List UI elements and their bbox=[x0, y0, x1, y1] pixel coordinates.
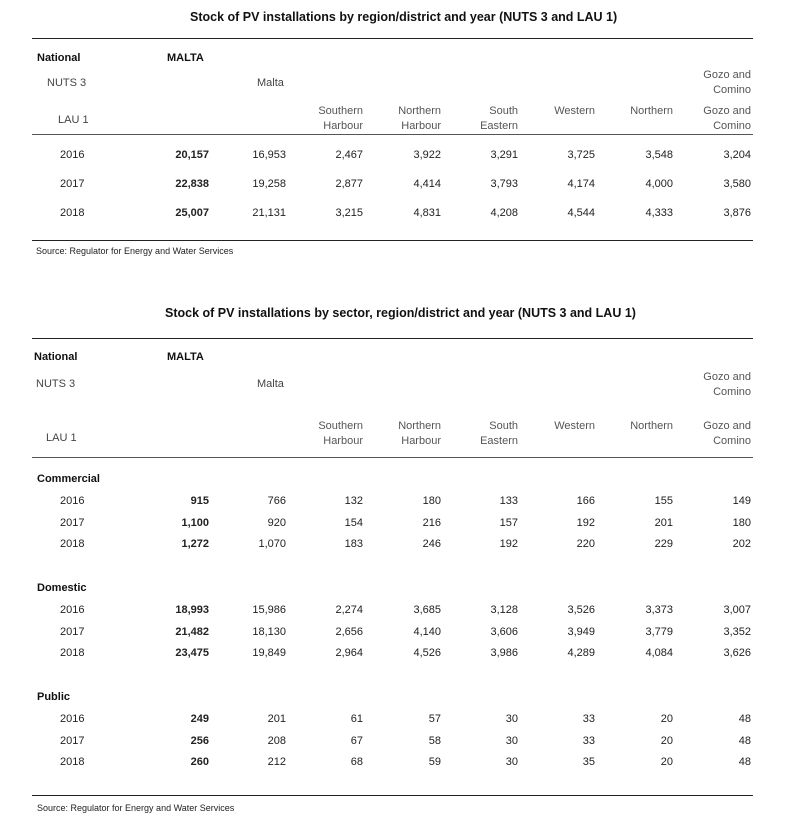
lau1-value-cell: 20 bbox=[660, 756, 673, 768]
sector-label: Public bbox=[37, 691, 71, 703]
lau1-column-header bbox=[554, 104, 595, 119]
t2-source: Source: Regulator for Energy and Water Services bbox=[37, 803, 235, 813]
lau1-value-cell: 4,831 bbox=[413, 207, 441, 219]
lau1-column-header-line: Harbour bbox=[401, 435, 441, 447]
lau1-value-cell: 180 bbox=[422, 495, 441, 507]
malta-total-cell: 260 bbox=[190, 756, 209, 768]
lau1-value-cell: 132 bbox=[344, 495, 363, 507]
lau1-column-header-line: Southern bbox=[318, 105, 363, 117]
lau1-column-header bbox=[703, 104, 751, 134]
sector-label: Domestic bbox=[37, 582, 87, 594]
lau1-column-header-line: Comino bbox=[713, 120, 751, 132]
t2-lau1-label: LAU 1 bbox=[46, 432, 77, 444]
lau1-value-cell: 30 bbox=[505, 734, 518, 747]
lau1-value-cell: 68 bbox=[350, 756, 363, 768]
lau1-column-header-line: Harbour bbox=[401, 120, 441, 132]
lau1-value-cell: 3,204 bbox=[723, 149, 751, 161]
lau1-value-cell: 4,526 bbox=[413, 647, 441, 659]
nuts3-malta-cell: 19,258 bbox=[252, 178, 286, 190]
t2-national-value: MALTA bbox=[167, 351, 204, 363]
lau1-column-header bbox=[703, 419, 751, 449]
lau1-value-cell: 3,876 bbox=[723, 207, 751, 219]
year-label: 2017 bbox=[60, 178, 85, 190]
lau1-value-cell: 133 bbox=[499, 495, 518, 507]
nuts3-malta-cell: 766 bbox=[267, 495, 286, 507]
lau1-value-cell: 202 bbox=[732, 538, 751, 550]
t2-nuts3-malta: Malta bbox=[257, 378, 284, 390]
lau1-value-cell: 3,793 bbox=[490, 178, 518, 190]
table2-bottom-rule bbox=[32, 795, 753, 796]
lau1-value-cell: 3,626 bbox=[723, 647, 751, 659]
lau1-value-cell: 3,986 bbox=[490, 647, 518, 659]
lau1-value-cell: 3,526 bbox=[567, 604, 595, 616]
lau1-value-cell: 59 bbox=[428, 756, 441, 768]
lau1-value-cell: 216 bbox=[422, 516, 441, 529]
lau1-column-header bbox=[554, 419, 595, 434]
lau1-value-cell: 20 bbox=[660, 734, 673, 747]
t2-nuts3-gozo: Gozo and Comino bbox=[703, 371, 751, 398]
lau1-value-cell: 33 bbox=[582, 713, 595, 725]
lau1-column-header-line: Eastern bbox=[480, 120, 518, 132]
t1-source: Source: Regulator for Energy and Water Services bbox=[36, 246, 234, 256]
malta-total-cell: 1,272 bbox=[181, 538, 209, 550]
lau1-column-header-line: Gozo and bbox=[703, 420, 751, 432]
lau1-value-cell: 2,877 bbox=[335, 178, 363, 190]
lau1-value-cell: 48 bbox=[738, 713, 751, 725]
nuts3-malta-cell: 208 bbox=[267, 734, 286, 747]
malta-total-cell: 25,007 bbox=[175, 207, 209, 219]
lau1-column-header-line: Western bbox=[554, 105, 595, 117]
lau1-value-cell: 3,548 bbox=[645, 149, 673, 161]
lau1-value-cell: 4,289 bbox=[567, 647, 595, 659]
year-label: 2018 bbox=[60, 538, 85, 550]
t1-nuts3-label: NUTS 3 bbox=[47, 77, 87, 89]
malta-total-cell: 22,838 bbox=[175, 178, 209, 190]
lau1-value-cell: 2,467 bbox=[335, 149, 363, 161]
lau1-value-cell: 4,174 bbox=[567, 178, 595, 190]
year-label: 2017 bbox=[60, 625, 85, 638]
table1-top-rule bbox=[32, 38, 753, 39]
malta-total-cell: 1,100 bbox=[181, 516, 209, 529]
lau1-column-header-line: Northern bbox=[398, 105, 441, 117]
t1-national-value: MALTA bbox=[167, 52, 204, 64]
malta-total-cell: 249 bbox=[190, 713, 209, 725]
nuts3-malta-cell: 201 bbox=[267, 713, 286, 725]
sector-label: Commercial bbox=[37, 473, 100, 485]
lau1-value-cell: 201 bbox=[654, 516, 673, 529]
lau1-column-header-line: Western bbox=[554, 420, 595, 432]
lau1-column-header-line: Harbour bbox=[323, 120, 363, 132]
lau1-value-cell: 166 bbox=[576, 495, 595, 507]
table1-title: Stock of PV installations by region/district and year (NUTS 3 and LAU 1) bbox=[190, 10, 618, 24]
lau1-value-cell: 155 bbox=[654, 495, 673, 507]
lau1-value-cell: 2,656 bbox=[335, 625, 363, 638]
lau1-value-cell: 229 bbox=[654, 538, 673, 550]
lau1-value-cell: 4,140 bbox=[413, 625, 441, 638]
lau1-value-cell: 3,215 bbox=[335, 207, 363, 219]
t1-nuts3-malta: Malta bbox=[257, 77, 284, 89]
lau1-value-cell: 2,964 bbox=[335, 647, 363, 659]
lau1-value-cell: 180 bbox=[732, 516, 751, 529]
nuts3-malta-cell: 212 bbox=[267, 756, 286, 768]
lau1-column-header-line: South bbox=[489, 420, 518, 432]
lau1-value-cell: 57 bbox=[428, 713, 441, 725]
lau1-value-cell: 149 bbox=[732, 495, 751, 507]
lau1-column-header-line: Eastern bbox=[480, 435, 518, 447]
lau1-value-cell: 20 bbox=[660, 713, 673, 725]
nuts3-malta-cell: 1,070 bbox=[258, 538, 286, 550]
lau1-value-cell: 35 bbox=[582, 756, 595, 768]
t1-national-label: National bbox=[37, 52, 81, 64]
lau1-value-cell: 61 bbox=[350, 713, 363, 725]
lau1-column-header bbox=[318, 104, 363, 134]
lau1-value-cell: 33 bbox=[582, 734, 595, 747]
year-label: 2017 bbox=[60, 516, 85, 529]
lau1-value-cell: 183 bbox=[344, 538, 363, 550]
year-label: 2016 bbox=[60, 495, 85, 507]
lau1-column-header bbox=[480, 419, 518, 449]
lau1-value-cell: 48 bbox=[738, 756, 751, 768]
lau1-value-cell: 220 bbox=[576, 538, 595, 550]
lau1-column-header-line: South bbox=[489, 105, 518, 117]
lau1-value-cell: 4,084 bbox=[645, 647, 673, 659]
lau1-value-cell: 48 bbox=[738, 734, 751, 747]
lau1-column-header-line: Northern bbox=[630, 105, 673, 117]
lau1-column-header-line: Comino bbox=[713, 435, 751, 447]
lau1-value-cell: 4,208 bbox=[490, 207, 518, 219]
table2-title: Stock of PV installations by sector, region/district and year (NUTS 3 and LAU 1) bbox=[165, 306, 636, 320]
lau1-value-cell: 58 bbox=[428, 734, 441, 747]
lau1-value-cell: 3,007 bbox=[723, 604, 751, 616]
lau1-value-cell: 3,606 bbox=[490, 625, 518, 638]
lau1-column-header bbox=[630, 104, 673, 119]
lau1-value-cell: 246 bbox=[422, 538, 441, 550]
lau1-value-cell: 3,725 bbox=[567, 149, 595, 161]
lau1-value-cell: 192 bbox=[499, 538, 518, 550]
table1-header-rule bbox=[32, 134, 753, 135]
table1-bottom-rule bbox=[32, 240, 753, 241]
t2-nuts3-label: NUTS 3 bbox=[36, 378, 76, 390]
lau1-value-cell: 192 bbox=[576, 516, 595, 529]
lau1-value-cell: 67 bbox=[350, 734, 363, 747]
lau1-value-cell: 30 bbox=[505, 756, 518, 768]
year-label: 2018 bbox=[60, 756, 85, 768]
malta-total-cell: 20,157 bbox=[175, 149, 209, 161]
table2-header-rule bbox=[32, 457, 753, 458]
year-label: 2018 bbox=[60, 207, 85, 219]
nuts3-malta-cell: 920 bbox=[267, 516, 286, 529]
lau1-value-cell: 3,779 bbox=[645, 625, 673, 638]
year-label: 2016 bbox=[60, 713, 85, 725]
year-label: 2017 bbox=[60, 734, 85, 747]
lau1-value-cell: 3,949 bbox=[567, 625, 595, 638]
lau1-value-cell: 3,922 bbox=[413, 149, 441, 161]
nuts3-malta-cell: 15,986 bbox=[252, 604, 286, 616]
lau1-column-header-line: Northern bbox=[630, 420, 673, 432]
lau1-column-header-line: Gozo and bbox=[703, 105, 751, 117]
lau1-column-header-line: Northern bbox=[398, 420, 441, 432]
lau1-value-cell: 3,128 bbox=[490, 604, 518, 616]
year-label: 2016 bbox=[60, 604, 85, 616]
lau1-value-cell: 3,580 bbox=[723, 178, 751, 190]
lau1-value-cell: 2,274 bbox=[335, 604, 363, 616]
lau1-value-cell: 30 bbox=[505, 713, 518, 725]
malta-total-cell: 915 bbox=[190, 495, 209, 507]
lau1-column-header-line: Harbour bbox=[323, 435, 363, 447]
nuts3-malta-cell: 16,953 bbox=[252, 149, 286, 161]
malta-total-cell: 18,993 bbox=[175, 604, 209, 616]
malta-total-cell: 21,482 bbox=[175, 625, 209, 638]
malta-total-cell: 256 bbox=[190, 734, 209, 747]
nuts3-malta-cell: 21,131 bbox=[252, 207, 286, 219]
lau1-value-cell: 3,373 bbox=[645, 604, 673, 616]
lau1-value-cell: 4,414 bbox=[413, 178, 441, 190]
t1-nuts3-gozo: Gozo and Comino bbox=[703, 69, 751, 96]
lau1-value-cell: 157 bbox=[499, 516, 518, 529]
year-label: 2016 bbox=[60, 149, 85, 161]
lau1-column-header bbox=[480, 104, 518, 134]
nuts3-malta-cell: 19,849 bbox=[252, 647, 286, 659]
lau1-value-cell: 3,685 bbox=[413, 604, 441, 616]
lau1-value-cell: 4,544 bbox=[567, 207, 595, 219]
t1-lau1-label: LAU 1 bbox=[58, 114, 89, 126]
table2-top-rule bbox=[32, 338, 753, 339]
nuts3-malta-cell: 18,130 bbox=[252, 625, 286, 638]
t2-national-label: National bbox=[34, 351, 78, 363]
lau1-column-header bbox=[398, 419, 441, 449]
lau1-value-cell: 154 bbox=[344, 516, 363, 529]
lau1-column-header-line: Southern bbox=[318, 420, 363, 432]
lau1-value-cell: 3,291 bbox=[490, 149, 518, 161]
malta-total-cell: 23,475 bbox=[175, 647, 209, 659]
lau1-value-cell: 4,333 bbox=[645, 207, 673, 219]
lau1-column-header bbox=[318, 419, 363, 449]
lau1-value-cell: 4,000 bbox=[645, 178, 673, 190]
lau1-column-header bbox=[630, 419, 673, 434]
year-label: 2018 bbox=[60, 647, 85, 659]
lau1-column-header bbox=[398, 104, 441, 134]
lau1-value-cell: 3,352 bbox=[723, 625, 751, 638]
